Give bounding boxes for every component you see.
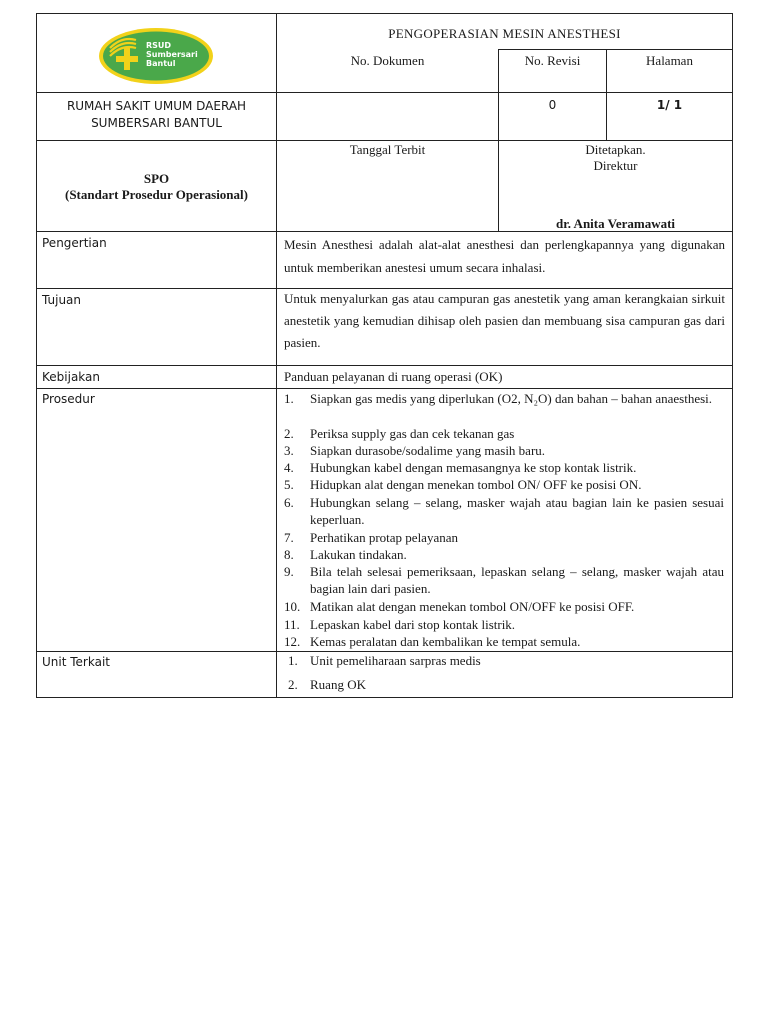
list-item-text: Hubungkan kabel dengan memasangnya ke stop kontak listrik. [310, 460, 637, 475]
list-item-text: Lepaskan kabel dari stop kontak listrik. [310, 617, 516, 632]
prosedur-label: Prosedur [42, 392, 95, 406]
list-item-text: Ruang OK [310, 677, 366, 692]
revision-value: 0 [548, 98, 557, 112]
pengertian-text: Mesin Anesthesi adalah alat-alat anesthesi dan perlengkapannya yang digunakan untuk memberikan anestesi umum secara inhalasi. [284, 237, 725, 275]
list-item-text: Perhatikan protap pelayanan [310, 530, 458, 545]
list-item-text: Bila telah selesai pemeriksaan, lepaskan selang – selang, masker wajah atau bagian lain dari pasien. [310, 564, 724, 596]
tujuan-label: Tujuan [42, 293, 82, 307]
spo-title: SPO [143, 171, 170, 186]
director-name: dr. Anita Veramawati [555, 216, 676, 231]
list-item-number: 3. [284, 443, 294, 458]
list-item-text: Siapkan durasobe/sodalime yang masih baru. [310, 443, 546, 458]
list-item-number: 4. [284, 460, 294, 475]
list-item-number: 6. [284, 495, 294, 510]
pengertian-label: Pengertian [42, 236, 107, 250]
list-item-number: 8. [284, 547, 294, 562]
list-item-number: 5. [284, 477, 294, 492]
spo-subtitle: (Standart Prosedur Operasional) [65, 187, 248, 202]
header-line-right [498, 49, 733, 50]
list-item-text: Unit pemeliharaan sarpras medis [310, 653, 481, 668]
kebijakan-label: Kebijakan [42, 370, 100, 384]
list-item-number: 2. [288, 677, 298, 692]
established-label: Ditetapkan. [585, 142, 646, 157]
list-item-number: 2. [284, 426, 294, 441]
unit-terkait-label: Unit Terkait [42, 655, 110, 669]
revision-label: No. Revisi [524, 53, 581, 68]
page-value: 1/ 1 [656, 98, 683, 112]
logo-text-2: Sumbersari [146, 50, 198, 59]
logo-text-1: RSUD [146, 41, 172, 50]
list-item-text: Hubungkan selang – selang, masker wajah atau bagian lain ke pasien sesuai keperluan. [310, 495, 724, 527]
list-item-number: 1. [284, 391, 294, 406]
border-bottom [36, 697, 733, 698]
list-item-text: Lakukan tindakan. [310, 547, 407, 562]
header-row-divider-1 [36, 92, 733, 93]
document-title: PENGOPERASIAN MESIN ANESTHESI [388, 26, 621, 41]
column-divider [276, 13, 277, 698]
list-item-text: Hidupkan alat dengan menekan tombol ON/ OFF ke posisi ON. [310, 477, 642, 492]
logo-text-3: Bantul [146, 59, 176, 68]
border-right [732, 13, 733, 698]
list-item-number: 11. [284, 617, 300, 632]
list-item-number: 9. [284, 564, 294, 579]
hospital-name-line2: SUMBERSARI BANTUL [91, 116, 222, 130]
page-label: Halaman [646, 53, 693, 68]
director-label: Direktur [593, 158, 638, 173]
doc-number-label: No. Dokumen [350, 53, 425, 68]
list-item-text: Kemas peralatan dan kembalikan ke tempat semula. [310, 634, 581, 649]
kebijakan-text: Panduan pelayanan di ruang operasi (OK) [284, 369, 503, 384]
hospital-name-line1: RUMAH SAKIT UMUM DAERAH [66, 99, 247, 113]
border-top [36, 13, 733, 14]
list-item-text: Siapkan gas medis yang diperlukan (O2, N₂O) dan bahan – bahan anaesthesi. [310, 391, 713, 406]
list-item-number: 12. [284, 634, 301, 649]
row-divider-prosedur [36, 388, 733, 389]
header-col-divider-1 [498, 49, 499, 231]
list-item-number: 10. [284, 599, 301, 614]
tujuan-text: Untuk menyalurkan gas atau campuran gas anestetik yang aman kerangkaian sirkuit anestetik yang kemudian dihisap oleh pasien dan membuang sisa campuran gas dari pasien. [284, 291, 725, 350]
issue-date-label: Tanggal Terbit [349, 142, 426, 157]
hospital-logo [96, 26, 216, 86]
list-item-text: Matikan alat dengan menekan tombol ON/OFF ke posisi OFF. [310, 599, 635, 614]
list-item-number: 1. [288, 653, 298, 668]
list-item-text: Periksa supply gas dan cek tekanan gas [310, 426, 515, 441]
list-item-number: 7. [284, 530, 294, 545]
row-divider-kebijakan [36, 365, 733, 366]
